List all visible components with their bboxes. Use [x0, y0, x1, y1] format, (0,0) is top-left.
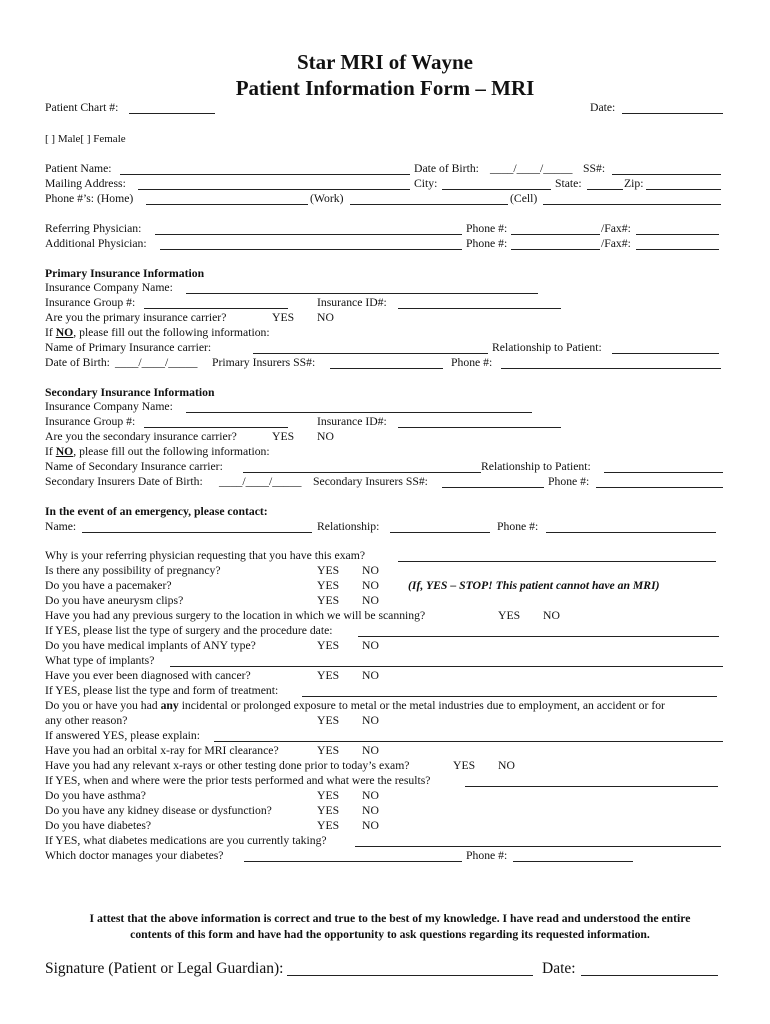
q-cancer-label: Have you ever been diagnosed with cancer?: [45, 669, 251, 682]
q-pacemaker-yes[interactable]: YES: [317, 579, 340, 592]
secondary-carrier-name-field[interactable]: [243, 472, 481, 473]
secondary-id-field[interactable]: [398, 427, 561, 428]
secondary-if-no-note: If NO, please fill out the following information:: [45, 445, 270, 458]
zip-label: Zip:: [624, 177, 644, 190]
primary-group-field[interactable]: [144, 308, 288, 309]
dob-label: Date of Birth:: [414, 162, 479, 175]
gender-checkboxes[interactable]: [ ] Male[ ] Female: [45, 133, 126, 145]
q-aneurysm-yes[interactable]: YES: [317, 594, 340, 607]
additional-physician-field[interactable]: [160, 249, 462, 250]
home-phone-field[interactable]: [146, 204, 308, 205]
primary-company-label: Insurance Company Name:: [45, 281, 173, 294]
q-orbital-yes[interactable]: YES: [317, 744, 340, 757]
referring-physician-label: Referring Physician:: [45, 222, 142, 235]
city-field[interactable]: [442, 189, 551, 190]
secondary-phone-label: Phone #:: [548, 475, 590, 488]
q-doctor-field[interactable]: [244, 861, 462, 862]
ss-label: SS#:: [583, 162, 606, 175]
additional-phone-field[interactable]: [511, 249, 600, 250]
q-doctor-phone-field[interactable]: [513, 861, 633, 862]
primary-phone-label: Phone #:: [451, 356, 493, 369]
primary-carrier-question: Are you the primary insurance carrier?: [45, 311, 227, 324]
q-diabetes-no[interactable]: NO: [362, 819, 379, 832]
q-aneurysm-label: Do you have aneurysm clips?: [45, 594, 184, 607]
primary-relationship-label: Relationship to Patient:: [492, 341, 602, 354]
patient-chart-label: Patient Chart #:: [45, 101, 119, 114]
primary-id-field[interactable]: [398, 308, 561, 309]
signature-date-label: Date:: [542, 960, 576, 977]
emergency-name-field[interactable]: [82, 532, 312, 533]
secondary-group-label: Insurance Group #:: [45, 415, 136, 428]
state-field[interactable]: [587, 189, 623, 190]
secondary-ss-field[interactable]: [442, 487, 544, 488]
referring-phone-label: Phone #:: [466, 222, 508, 235]
referring-fax-label: /Fax#:: [601, 222, 631, 235]
dob-field[interactable]: ____/____/_____: [490, 162, 573, 175]
q-metal-no[interactable]: NO: [362, 714, 379, 727]
primary-carrier-name-label: Name of Primary Insurance carrier:: [45, 341, 212, 354]
zip-field[interactable]: [646, 189, 721, 190]
signature-date-field[interactable]: [581, 975, 718, 976]
q-orbital-no[interactable]: NO: [362, 744, 379, 757]
primary-dob-label: Date of Birth:: [45, 356, 110, 369]
q-diabetes-label: Do you have diabetes?: [45, 819, 152, 832]
q-implants-no[interactable]: NO: [362, 639, 379, 652]
primary-ss-label: Primary Insurers SS#:: [212, 356, 316, 369]
emergency-heading: In the event of an emergency, please contact:: [45, 505, 268, 518]
q-surgery-label: Have you had any previous surgery to the location in which we will be scanning?: [45, 609, 426, 622]
secondary-id-label: Insurance ID#:: [317, 415, 387, 428]
emergency-relationship-label: Relationship:: [317, 520, 380, 533]
secondary-dob-field[interactable]: ____/____/_____: [219, 475, 302, 488]
form-subtitle: Patient Information Form – MRI: [235, 76, 535, 100]
q-treatment-label: If YES, please list the type and form of treatment:: [45, 684, 279, 697]
q-kidney-no[interactable]: NO: [362, 804, 379, 817]
q-xrays-yes[interactable]: YES: [453, 759, 476, 772]
q-asthma-label: Do you have asthma?: [45, 789, 146, 802]
secondary-carrier-question: Are you the secondary insurance carrier?: [45, 430, 237, 443]
primary-carrier-yes[interactable]: YES: [272, 311, 295, 324]
q-surgery-no[interactable]: NO: [543, 609, 560, 622]
primary-carrier-name-field[interactable]: [253, 353, 488, 354]
work-phone-label: (Work): [310, 192, 344, 205]
signature-field[interactable]: [287, 975, 533, 976]
q-aneurysm-no[interactable]: NO: [362, 594, 379, 607]
secondary-carrier-name-label: Name of Secondary Insurance carrier:: [45, 460, 223, 473]
primary-carrier-no[interactable]: NO: [317, 311, 334, 324]
header-date-label: Date:: [590, 101, 616, 114]
mailing-address-label: Mailing Address:: [45, 177, 126, 190]
secondary-company-label: Insurance Company Name:: [45, 400, 173, 413]
q-orbital-label: Have you had an orbital x-ray for MRI clearance?: [45, 744, 279, 757]
referring-phone-field[interactable]: [511, 234, 600, 235]
secondary-group-field[interactable]: [144, 427, 288, 428]
q-metal-label-line2: any other reason?: [45, 714, 128, 727]
q-cancer-yes[interactable]: YES: [317, 669, 340, 682]
primary-company-field[interactable]: [186, 293, 538, 294]
referring-fax-field[interactable]: [636, 234, 719, 235]
q-surgery-list-field[interactable]: [358, 636, 719, 637]
primary-id-label: Insurance ID#:: [317, 296, 387, 309]
primary-insurance-heading: Primary Insurance Information: [45, 267, 205, 280]
emergency-phone-label: Phone #:: [497, 520, 539, 533]
state-label: State:: [555, 177, 582, 190]
primary-dob-field[interactable]: ____/____/_____: [115, 356, 198, 369]
additional-physician-label: Additional Physician:: [45, 237, 147, 250]
q-kidney-yes[interactable]: YES: [317, 804, 340, 817]
primary-group-label: Insurance Group #:: [45, 296, 136, 309]
form-title: Star MRI of Wayne: [297, 50, 473, 74]
q-kidney-label: Do you have any kidney disease or dysfunction?: [45, 804, 272, 817]
q-asthma-yes[interactable]: YES: [317, 789, 340, 802]
q-prior-field[interactable]: [465, 786, 718, 787]
q-surgery-yes[interactable]: YES: [498, 609, 521, 622]
primary-ss-field[interactable]: [330, 368, 443, 369]
emergency-name-label: Name:: [45, 520, 77, 533]
q-doctor-label: Which doctor manages your diabetes?: [45, 849, 224, 862]
q-reason-field[interactable]: [398, 561, 716, 562]
q-metal-label: Do you or have you had any incidental or prolonged exposure to metal or the metal industries due to employment, an accident or for: [45, 699, 665, 712]
q-treatment-field[interactable]: [302, 696, 717, 697]
q-explain-field[interactable]: [214, 741, 723, 742]
mailing-address-field[interactable]: [138, 189, 410, 190]
pacemaker-warning: (If, YES – STOP! This patient cannot have an MRI): [408, 579, 660, 592]
q-pacemaker-label: Do you have a pacemaker?: [45, 579, 172, 592]
primary-relationship-field[interactable]: [612, 353, 719, 354]
q-cancer-no[interactable]: NO: [362, 669, 379, 682]
additional-fax-label: /Fax#:: [601, 237, 631, 250]
cell-phone-field[interactable]: [543, 204, 721, 205]
q-prior-label: If YES, when and where were the prior tests performed and what were the results?: [45, 774, 431, 787]
ss-field[interactable]: [612, 174, 721, 175]
primary-phone-field[interactable]: [501, 368, 721, 369]
additional-fax-field[interactable]: [636, 249, 719, 250]
q-xrays-no[interactable]: NO: [498, 759, 515, 772]
q-diabetes-yes[interactable]: YES: [317, 819, 340, 832]
cell-phone-label: (Cell): [510, 192, 538, 205]
q-asthma-no[interactable]: NO: [362, 789, 379, 802]
secondary-relationship-field[interactable]: [604, 472, 723, 473]
q-xrays-label: Have you had any relevant x-rays or other testing done prior to today’s exam?: [45, 759, 410, 772]
emergency-phone-field[interactable]: [546, 532, 716, 533]
primary-if-no-note: If NO, please fill out the following information:: [45, 326, 270, 339]
secondary-company-field[interactable]: [186, 412, 532, 413]
patient-chart-field[interactable]: [129, 113, 215, 114]
secondary-ss-label: Secondary Insurers SS#:: [313, 475, 428, 488]
referring-physician-field[interactable]: [155, 234, 462, 235]
q-implant-type-label: What type of implants?: [45, 654, 155, 667]
q-implants-label: Do you have medical implants of ANY type?: [45, 639, 256, 652]
attestation-line-1: I attest that the above information is correct and true to the best of my knowledge. I have read and understood the entire: [89, 912, 691, 925]
work-phone-field[interactable]: [350, 204, 508, 205]
city-label: City:: [414, 177, 438, 190]
q-pregnancy-yes[interactable]: YES: [317, 564, 340, 577]
patient-name-field[interactable]: [120, 174, 410, 175]
q-meds-field[interactable]: [355, 846, 721, 847]
patient-name-label: Patient Name:: [45, 162, 112, 175]
additional-phone-label: Phone #:: [466, 237, 508, 250]
q-pregnancy-no[interactable]: NO: [362, 564, 379, 577]
q-surgery-list-label: If YES, please list the type of surgery and the procedure date:: [45, 624, 333, 637]
header-date-field[interactable]: [622, 113, 723, 114]
q-doctor-phone-label: Phone #:: [466, 849, 508, 862]
secondary-dob-label: Secondary Insurers Date of Birth:: [45, 475, 203, 488]
q-implants-yes[interactable]: YES: [317, 639, 340, 652]
secondary-relationship-label: Relationship to Patient:: [481, 460, 591, 473]
q-implant-type-field[interactable]: [170, 666, 723, 667]
signature-label: Signature (Patient or Legal Guardian):: [45, 960, 284, 977]
q-pregnancy-label: Is there any possibility of pregnancy?: [45, 564, 221, 577]
q-pacemaker-no[interactable]: NO: [362, 579, 379, 592]
q-meds-label: If YES, what diabetes medications are you currently taking?: [45, 834, 327, 847]
secondary-carrier-no[interactable]: NO: [317, 430, 334, 443]
emergency-relationship-field[interactable]: [390, 532, 490, 533]
q-metal-yes[interactable]: YES: [317, 714, 340, 727]
q-reason-label: Why is your referring physician requesting that you have this exam?: [45, 549, 366, 562]
q-explain-label: If answered YES, please explain:: [45, 729, 201, 742]
secondary-phone-field[interactable]: [596, 487, 723, 488]
attestation-line-2: contents of this form and have had the opportunity to ask questions regarding its requested information.: [130, 928, 650, 941]
home-phone-label: Phone #’s: (Home): [45, 192, 134, 205]
secondary-carrier-yes[interactable]: YES: [272, 430, 295, 443]
secondary-insurance-heading: Secondary Insurance Information: [45, 386, 215, 399]
